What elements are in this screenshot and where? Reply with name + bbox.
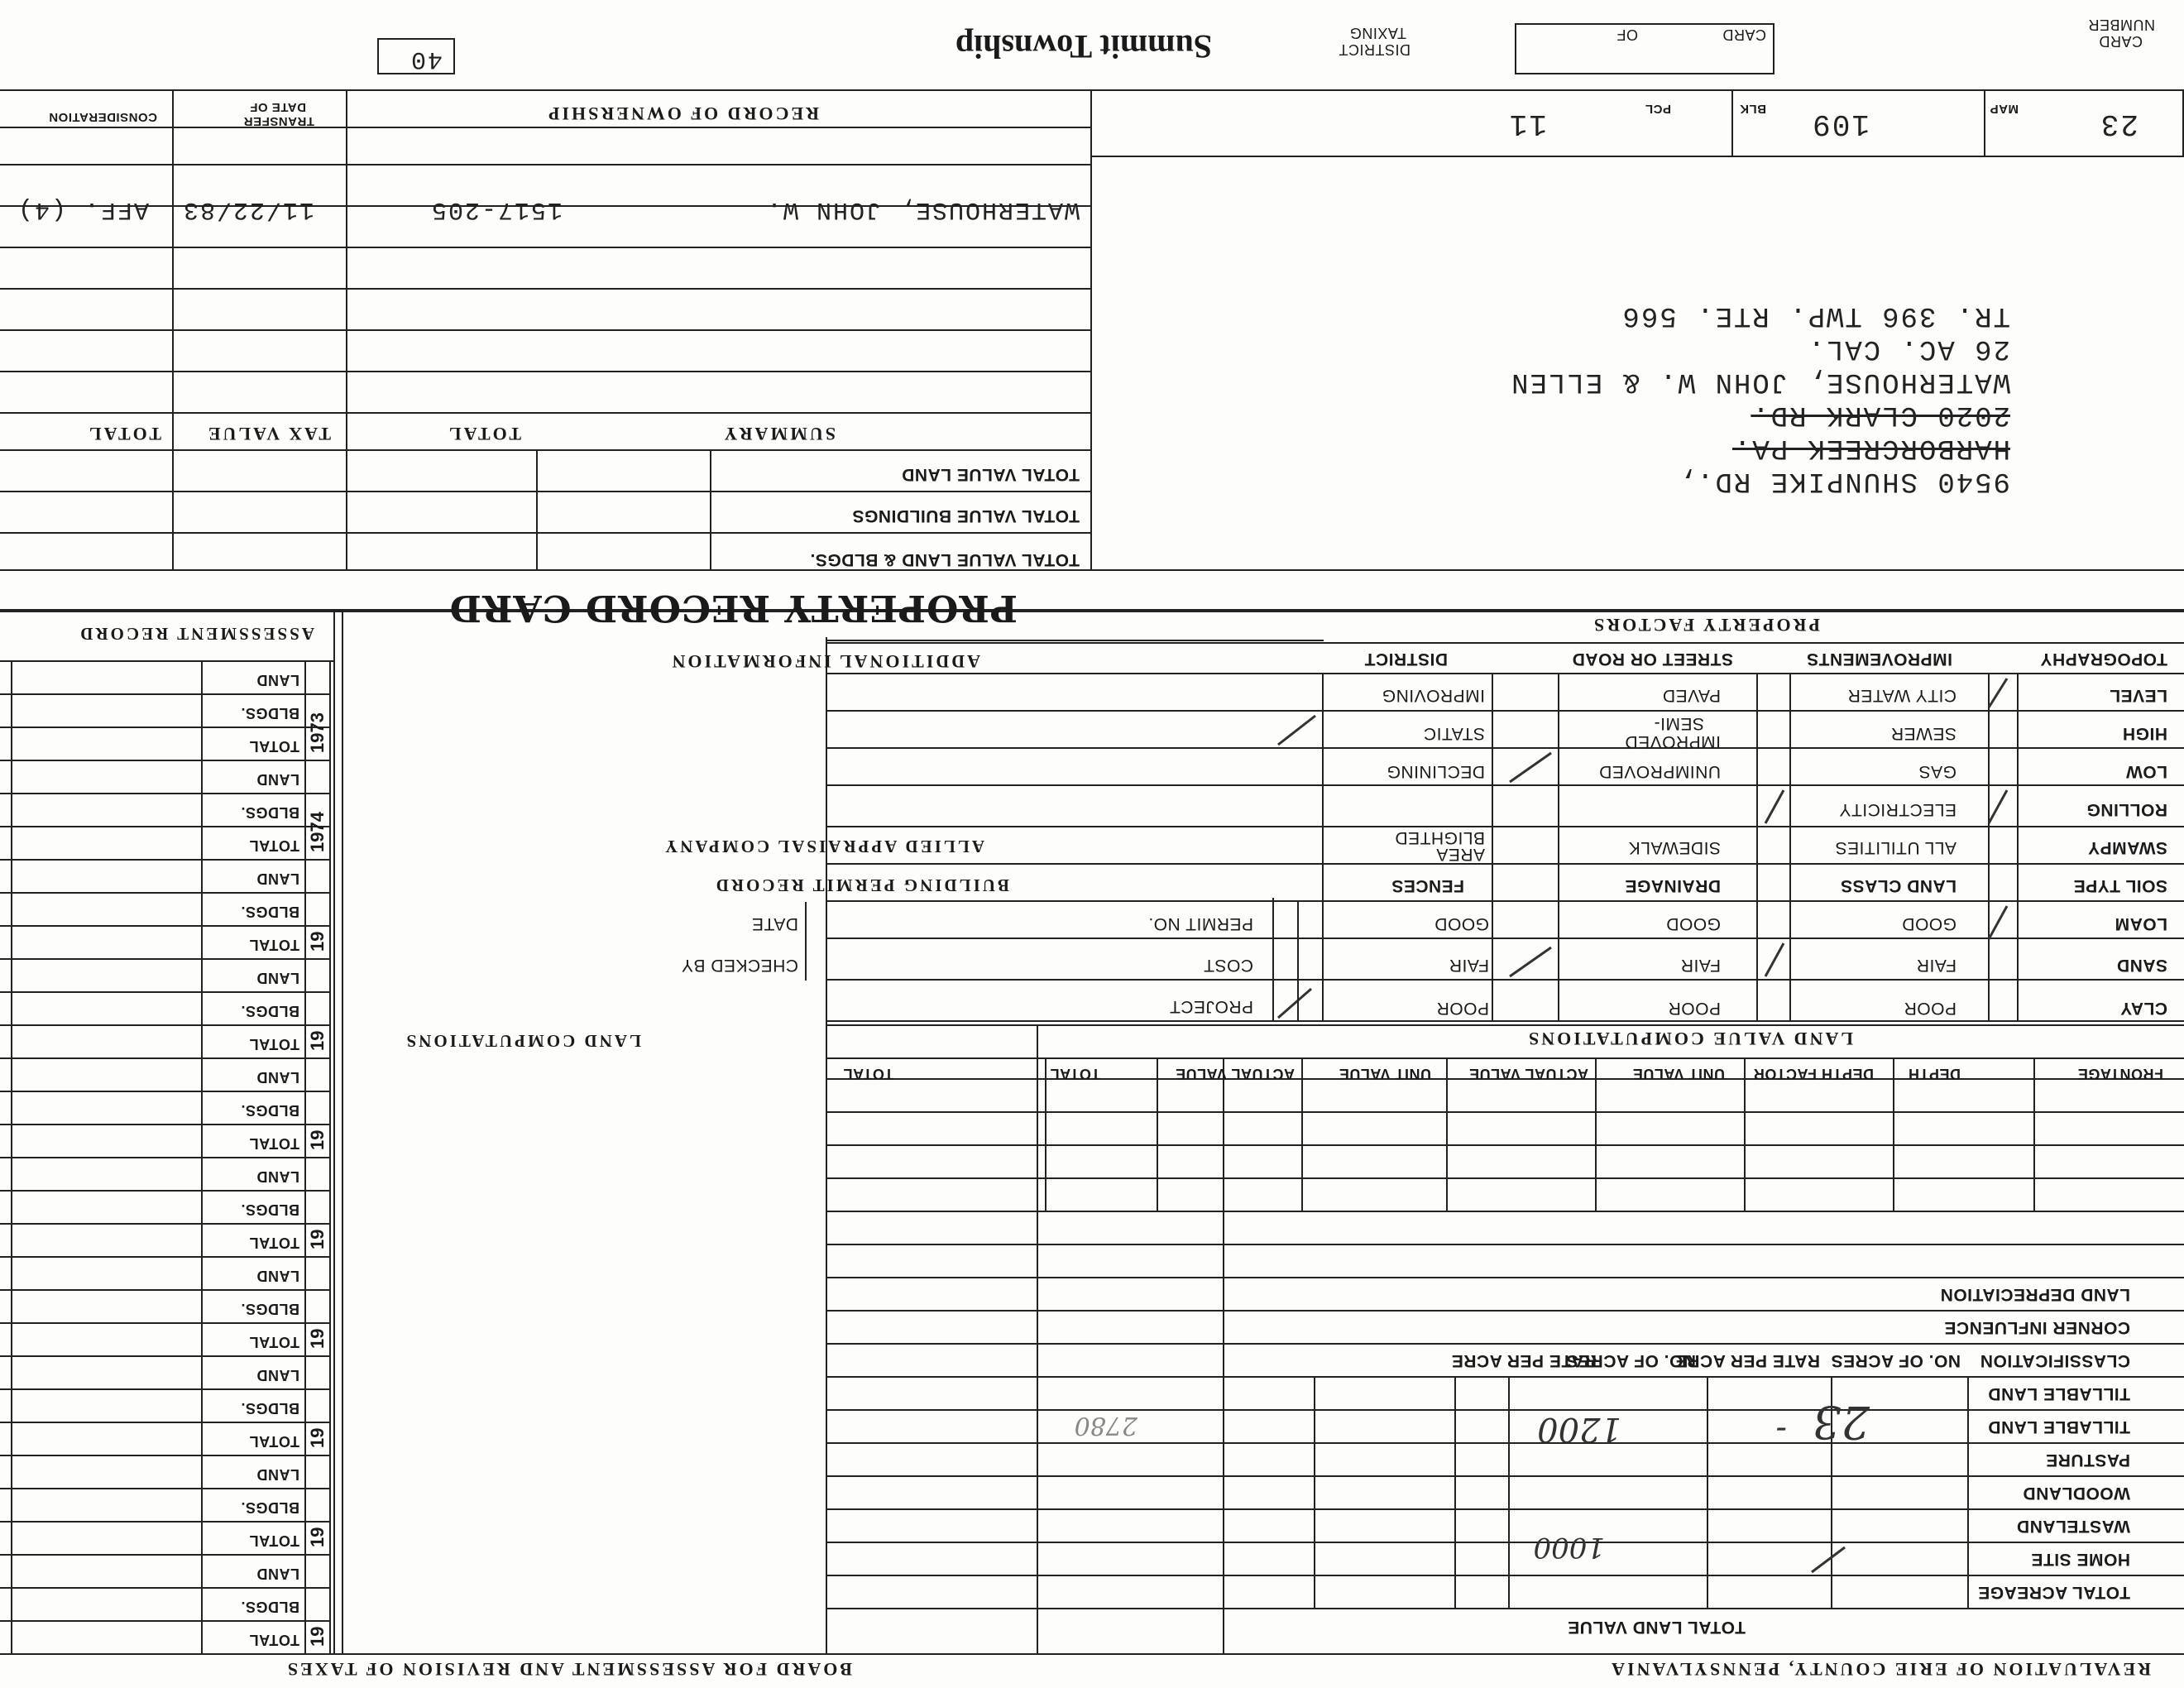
blk-value: 109: [1811, 107, 1870, 141]
assess-bldgs-3: BLDGS.: [240, 1400, 299, 1417]
blk-label: BLK: [1739, 102, 1766, 116]
map-value: 23: [2099, 107, 2138, 141]
check-level-icon: [1985, 674, 2010, 712]
street-improved: IMPROVED: [1624, 732, 1721, 751]
assess-bldgs-10: BLDGS.: [240, 705, 299, 722]
impr-electricity: ELECTRICITY: [1838, 800, 1956, 819]
check-rolling-icon: [1985, 786, 2010, 827]
rate-per-acre-1: RATE PER ACRE: [1674, 1351, 1820, 1370]
topography-header: TOPOGRAPHY: [2040, 650, 2167, 669]
soil-type-header: SOIL TYPE: [2073, 876, 2167, 895]
owner-city-struck: HARBORCREEK PA.: [1731, 432, 2010, 463]
check-land-class-icon: [1762, 939, 1787, 981]
district-static: STATIC: [1423, 724, 1485, 743]
handwritten-home-site-value: 1000: [1533, 1531, 1605, 1564]
assess-land-8: LAND: [256, 870, 299, 887]
col-total-2: TOTAL: [843, 1066, 893, 1082]
row-total-acreage: TOTAL ACREAGE: [1977, 1583, 2130, 1602]
assess-land-10: LAND: [256, 672, 299, 688]
taxing-label: TAXING: [1349, 25, 1406, 41]
street-sidewalk: SIDEWALK: [1628, 838, 1721, 857]
card-label: CARD: [1722, 26, 1766, 43]
land-computations-title: LAND COMPUTATIONS: [404, 1031, 641, 1051]
assess-bldgs-4: BLDGS.: [240, 1301, 299, 1317]
check-loam-icon: [1985, 902, 2010, 943]
record-of-ownership-title: RECORD OF OWNERSHIP: [546, 103, 819, 124]
district-declining: DECLINING: [1387, 762, 1485, 781]
building-permit-title: BUILDING PERMIT RECORD: [713, 875, 1009, 895]
assess-total-5: TOTAL: [249, 1235, 299, 1251]
district-improving: IMPROVING: [1382, 686, 1485, 705]
corner-influence-label: CORNER INFLUENCE: [1943, 1318, 2130, 1337]
year-prefix-7: 19: [307, 1030, 328, 1051]
ownership-deed: 1517-205: [429, 195, 563, 223]
card-number-label-1: CARD: [2098, 33, 2143, 50]
assess-total-3: TOTAL: [249, 1433, 299, 1450]
topo-high: HIGH: [2122, 724, 2167, 743]
handwritten-acres: 23: [1813, 1396, 1870, 1448]
district-blighted: BLIGHTED: [1394, 828, 1485, 847]
rule-main-divider: [826, 637, 827, 1655]
impr-all-utilities: ALL UTILITIES: [1835, 838, 1956, 857]
district-label: DISTRICT: [1339, 41, 1410, 58]
assess-bldgs-2: BLDGS.: [240, 1499, 299, 1516]
impr-gas: GAS: [1918, 762, 1956, 781]
property-factors-title: PROPERTY FACTORS: [1591, 615, 1820, 635]
check-static-icon: [1274, 712, 1320, 749]
assess-total-1: TOTAL: [249, 1632, 299, 1648]
row-tillable-land-1: TILLABLE LAND: [1987, 1417, 2130, 1436]
handwritten-dash: -: [1775, 1412, 1787, 1450]
no-of-acres-2: NO. OF ACRES: [1566, 1351, 1696, 1370]
owner-acreage: 26 AC. CAL.: [1806, 333, 2010, 364]
check-drainage-icon: [1506, 943, 1555, 981]
street-paved: PAVED: [1662, 686, 1721, 705]
row-tillable-land-2: TILLABLE LAND: [1987, 1384, 2130, 1403]
assess-total-10: TOTAL: [249, 738, 299, 755]
header-board: BOARD FOR ASSESSMENT AND REVISION OF TAXES: [285, 1659, 852, 1680]
col-actual-value-2: ACTUAL VALUE: [1175, 1066, 1295, 1082]
impr-city-water: CITY WATER: [1847, 686, 1956, 705]
fences-header: FENCES: [1391, 876, 1464, 895]
assess-land-6: LAND: [256, 1069, 299, 1086]
fences-fair: FAIR: [1449, 956, 1489, 975]
tv-land-bldgs: TOTAL VALUE LAND & BLDGS.: [810, 550, 1080, 569]
tv-buildings: TOTAL VALUE BUILDINGS: [852, 506, 1080, 525]
summary-title: SUMMARY: [721, 424, 836, 444]
map-label: MAP: [1990, 102, 2019, 116]
township-code: 40: [409, 45, 443, 73]
ownership-owner: WATERHOUSE, JOHN W.: [764, 195, 1080, 223]
allied-appraisal: ALLIED APPRAISAL COMPANY: [663, 837, 984, 856]
assess-total-8: TOTAL: [249, 937, 299, 953]
district-header: DISTRICT: [1364, 650, 1448, 669]
township-name: Summit Township: [955, 28, 1212, 65]
assess-land-4: LAND: [256, 1268, 299, 1284]
owner-address-current: 9540 SHUNPIKE RD.,: [1676, 465, 2010, 496]
land-depreciation-label: LAND DEPRECIATION: [1940, 1285, 2130, 1304]
row-pasture: PASTURE: [2045, 1451, 2130, 1470]
permit-date: DATE: [751, 914, 798, 933]
ownership-consideration: AFF. (4): [16, 195, 149, 223]
ownership-date: 11/22/83: [181, 195, 314, 223]
property-record-card-title: PROPERTY RECORD CARD: [448, 587, 1018, 629]
assess-land-7: LAND: [256, 970, 299, 986]
check-project-icon: [1274, 985, 1315, 1022]
land-value-computations-title: LAND VALUE COMPUTATIONS: [1526, 1029, 1853, 1049]
year-prefix-3: 19: [307, 1427, 328, 1448]
street-semi: SEMI-: [1654, 714, 1704, 733]
of-label: OF: [1616, 26, 1638, 43]
owner-tract: TR. 396 TWP. RTE. 566: [1621, 300, 2010, 331]
assess-land-3: LAND: [256, 1367, 299, 1383]
owner-name: WATERHOUSE, JOHN W. & ELLEN: [1510, 366, 2010, 397]
no-of-acres-1: NO. OF ACRES: [1831, 1351, 1961, 1370]
transfer-label: TRANSFER: [243, 114, 314, 128]
assess-total-2: TOTAL: [249, 1532, 299, 1549]
assess-bldgs-8: BLDGS.: [240, 904, 299, 920]
assess-land-1: LAND: [256, 1566, 299, 1582]
card-number-label-2: NUMBER: [2087, 17, 2155, 33]
row-home-site: HOME SITE: [2030, 1550, 2130, 1569]
land-class-poor: POOR: [1904, 999, 1956, 1018]
permit-project: PROJECT: [1169, 997, 1253, 1016]
assessment-record-title: ASSESSMENT RECORD: [78, 624, 314, 644]
check-unimproved-icon: [1506, 749, 1555, 786]
assess-bldgs-9: BLDGS.: [240, 804, 299, 821]
consideration-label: CONSIDERATION: [48, 110, 157, 124]
assess-total-6: TOTAL: [249, 1135, 299, 1152]
check-electricity-icon: [1762, 786, 1787, 827]
permit-cost: COST: [1203, 956, 1253, 975]
drainage-good: GOOD: [1665, 914, 1721, 933]
street-unimproved: UNIMPROVED: [1598, 762, 1721, 781]
year-prefix-2: 19: [307, 1527, 328, 1547]
rule-mid: [0, 569, 2184, 571]
summary-tax-value: TAX VALUE: [205, 424, 331, 444]
land-class-header: LAND CLASS: [1840, 876, 1956, 895]
land-class-good: GOOD: [1901, 914, 1956, 933]
drainage-fair: FAIR: [1680, 956, 1721, 975]
col-actual-value-1: ACTUAL VALUE: [1468, 1066, 1588, 1082]
topo-rolling: ROLLING: [2086, 800, 2167, 819]
tv-land: TOTAL VALUE LAND: [901, 465, 1080, 484]
rule-assessment-left-2: [333, 612, 335, 1655]
fences-good: GOOD: [1434, 914, 1489, 933]
improvements-header: IMPROVEMENTS: [1806, 650, 1952, 669]
rule-assessment-left: [342, 612, 343, 1655]
year-prefix-5: 19: [307, 1229, 328, 1249]
rate-per-acre-2: RATE PER ACRE: [1451, 1351, 1597, 1370]
col-unit-value-1: UNIT VALUE: [1632, 1066, 1725, 1082]
year-prefix-8: 19: [307, 931, 328, 952]
assess-bldgs-5: BLDGS.: [240, 1201, 299, 1218]
col-frontage: FRONTAGE: [2077, 1066, 2163, 1082]
soil-loam: LOAM: [2115, 914, 2167, 933]
summary-total: TOTAL: [447, 424, 521, 444]
row-woodland: WOODLAND: [2023, 1484, 2130, 1503]
topo-level: LEVEL: [2109, 686, 2167, 705]
street-header: STREET OR ROAD: [1572, 650, 1733, 669]
handwritten-total: 2780: [1074, 1411, 1138, 1440]
check-mark-icon: [1803, 1543, 1853, 1576]
year-prefix-6: 19: [307, 1129, 328, 1150]
district-area: AREA: [1435, 845, 1485, 864]
permit-checked-by: CHECKED BY: [681, 956, 798, 975]
soil-clay: CLAY: [2119, 999, 2167, 1018]
row-wasteland: WASTELAND: [2016, 1517, 2130, 1536]
classification-header: CLASSIFICATION: [1980, 1351, 2130, 1370]
fences-poor: POOR: [1436, 999, 1489, 1018]
year-prefix-4: 19: [307, 1328, 328, 1349]
topo-swampy: SWAMPY: [2087, 838, 2167, 857]
owner-street-struck: 2020 CLARK RD.: [1751, 399, 2010, 430]
col-total-1: TOTAL: [1050, 1066, 1100, 1082]
assess-total-4: TOTAL: [249, 1334, 299, 1350]
land-class-fair: FAIR: [1916, 956, 1956, 975]
col-unit-value-2: UNIT VALUE: [1339, 1066, 1431, 1082]
impr-sewer: SEWER: [1890, 724, 1956, 743]
rule-mid-thick: [0, 609, 2184, 612]
total-land-value-label: TOTAL LAND VALUE: [1567, 1618, 1746, 1637]
year-prefix-1: 19: [307, 1626, 328, 1647]
drainage-poor: POOR: [1668, 999, 1721, 1018]
date-of-label: DATE OF: [249, 100, 306, 114]
col-depth: DEPTH: [1908, 1066, 1961, 1082]
handwritten-rate: 1200: [1537, 1410, 1621, 1448]
permit-no: PERMIT NO.: [1147, 914, 1253, 933]
assess-bldgs-7: BLDGS.: [240, 1003, 299, 1019]
assess-land-2: LAND: [256, 1466, 299, 1483]
pcl-label: PCL: [1645, 102, 1671, 116]
assess-bldgs-6: BLDGS.: [240, 1102, 299, 1119]
rule-top: [0, 1653, 2184, 1655]
assess-land-9: LAND: [256, 771, 299, 788]
summary-right-total: TOTAL: [87, 424, 161, 444]
assess-total-9: TOTAL: [249, 837, 299, 854]
soil-sand: SAND: [2116, 956, 2167, 975]
topo-low: LOW: [2125, 762, 2167, 781]
drainage-header: DRAINAGE: [1624, 876, 1721, 895]
header-revaluation: REVALUATION OF ERIE COUNTY, PENNSYLVANIA: [1609, 1659, 2151, 1680]
year-1973: 1973: [307, 712, 328, 753]
assess-total-7: TOTAL: [249, 1036, 299, 1053]
assess-land-5: LAND: [256, 1168, 299, 1185]
assess-bldgs-1: BLDGS.: [240, 1599, 299, 1615]
col-depth-factor: DEPTH FACTOR: [1753, 1066, 1874, 1082]
additional-info-title: ADDITIONAL INFORMATION: [669, 651, 980, 672]
year-1974: 1974: [307, 812, 328, 852]
pcl-value: 11: [1507, 107, 1547, 141]
